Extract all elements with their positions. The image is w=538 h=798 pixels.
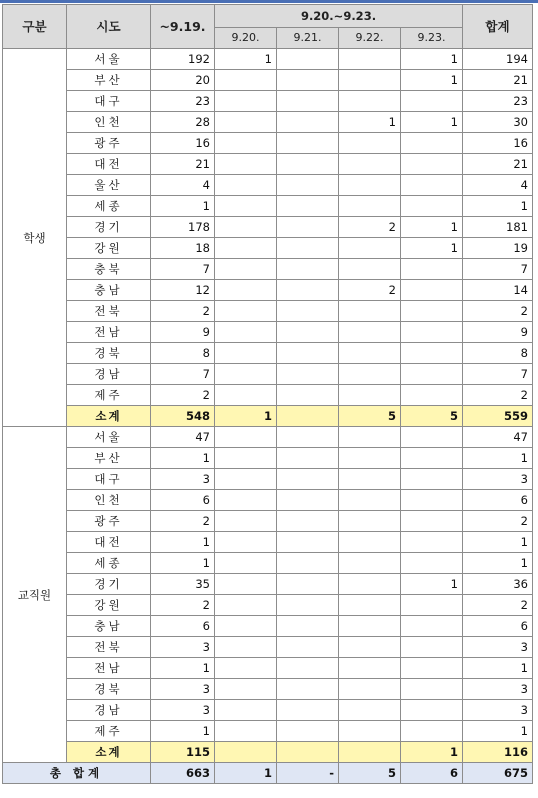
cell-9-23: 1 — [401, 112, 463, 133]
cell-9-20 — [215, 364, 277, 385]
table-row — [3, 637, 533, 658]
cell-total: 1 — [463, 553, 533, 574]
region-name: 서울 — [67, 49, 151, 70]
cell-total: 1 — [463, 658, 533, 679]
cell-9-23 — [401, 511, 463, 532]
header-date-range: 9.20.~9.23. — [215, 5, 463, 28]
cell-9-22 — [339, 700, 401, 721]
cell-total: 2 — [463, 511, 533, 532]
region-name: 인천 — [67, 490, 151, 511]
header-date: 9.23. — [401, 28, 463, 49]
cell-total: 30 — [463, 112, 533, 133]
region-name: 전북 — [67, 301, 151, 322]
cell-9-23: 1 — [401, 238, 463, 259]
cell-before: 28 — [151, 112, 215, 133]
cell-9-23 — [401, 721, 463, 742]
cell-total: 7 — [463, 364, 533, 385]
cell-9-20 — [215, 490, 277, 511]
cell-9-22 — [339, 742, 401, 763]
region-name: 경남 — [67, 364, 151, 385]
cell-9-21 — [277, 742, 339, 763]
table-row — [3, 343, 533, 364]
cell-9-20 — [215, 259, 277, 280]
cell-9-22 — [339, 553, 401, 574]
cell-before: 1 — [151, 532, 215, 553]
cell-9-23 — [401, 385, 463, 406]
cell-9-21 — [277, 133, 339, 154]
region-name: 강원 — [67, 595, 151, 616]
region-name: 대구 — [67, 91, 151, 112]
cell-before: 4 — [151, 175, 215, 196]
cell-total: 2 — [463, 595, 533, 616]
region-name: 세종 — [67, 196, 151, 217]
cell-9-20 — [215, 238, 277, 259]
header-date: 9.21. — [277, 28, 339, 49]
top-accent-line — [0, 0, 538, 3]
header-region: 시도 — [67, 5, 151, 49]
cell-9-21 — [277, 259, 339, 280]
cell-9-21 — [277, 406, 339, 427]
cell-9-23 — [401, 658, 463, 679]
region-name: 충남 — [67, 280, 151, 301]
cell-before: 1 — [151, 448, 215, 469]
cell-9-23 — [401, 91, 463, 112]
cell-9-21 — [277, 364, 339, 385]
cell-total: 1 — [463, 448, 533, 469]
grand-total-label: 총 합계 — [3, 763, 151, 784]
cell-total: 21 — [463, 70, 533, 91]
table-row — [3, 70, 533, 91]
cell-9-21 — [277, 679, 339, 700]
cell-9-22 — [339, 658, 401, 679]
cell-9-23 — [401, 133, 463, 154]
cell-9-21 — [277, 301, 339, 322]
cell-9-22 — [339, 175, 401, 196]
region-name: 광주 — [67, 511, 151, 532]
table-row — [3, 196, 533, 217]
cell-9-23 — [401, 595, 463, 616]
table-row — [3, 175, 533, 196]
group-label: 교직원 — [3, 427, 67, 763]
cell-9-21 — [277, 616, 339, 637]
cell-total: 3 — [463, 469, 533, 490]
cell-9-22 — [339, 343, 401, 364]
cell-total: 21 — [463, 154, 533, 175]
subtotal-row — [3, 742, 533, 763]
cell-total: 9 — [463, 322, 533, 343]
cell-9-22 — [339, 259, 401, 280]
cell-total: 1 — [463, 196, 533, 217]
cell-9-21 — [277, 448, 339, 469]
cell-9-22 — [339, 490, 401, 511]
group-label: 학생 — [3, 49, 67, 427]
cell-9-21 — [277, 532, 339, 553]
cell-before: 2 — [151, 385, 215, 406]
cell-9-22 — [339, 511, 401, 532]
cell-9-20 — [215, 196, 277, 217]
table-row — [3, 532, 533, 553]
cell-total: 8 — [463, 343, 533, 364]
region-name: 경북 — [67, 679, 151, 700]
table-row — [3, 238, 533, 259]
cell-9-22 — [339, 385, 401, 406]
subtotal-label: 소계 — [67, 406, 151, 427]
cell-9-23 — [401, 343, 463, 364]
cell-9-21 — [277, 553, 339, 574]
table-row — [3, 616, 533, 637]
table-row — [3, 448, 533, 469]
cell-9-23 — [401, 637, 463, 658]
cell-9-21 — [277, 217, 339, 238]
region-name: 세종 — [67, 553, 151, 574]
cell-9-21 — [277, 70, 339, 91]
cell-before: 192 — [151, 49, 215, 70]
cell-9-20 — [215, 217, 277, 238]
cell-9-20 — [215, 742, 277, 763]
cell-9-22 — [339, 448, 401, 469]
cell-total: 6 — [463, 490, 533, 511]
cell-9-21 — [277, 490, 339, 511]
cell-total: 2 — [463, 385, 533, 406]
cell-total: 36 — [463, 574, 533, 595]
cell-before: 6 — [151, 490, 215, 511]
cell-before: 2 — [151, 595, 215, 616]
cell-9-21 — [277, 574, 339, 595]
table-row — [3, 259, 533, 280]
cell-before: 21 — [151, 154, 215, 175]
cell-9-20 — [215, 385, 277, 406]
cell-9-20 — [215, 280, 277, 301]
cell-9-22 — [339, 595, 401, 616]
cell-before: 663 — [151, 763, 215, 784]
cell-total: 559 — [463, 406, 533, 427]
cell-before: 7 — [151, 259, 215, 280]
header-category: 구분 — [3, 5, 67, 49]
cell-total: 16 — [463, 133, 533, 154]
cell-9-23 — [401, 301, 463, 322]
cell-9-23: 1 — [401, 49, 463, 70]
cell-9-21 — [277, 112, 339, 133]
cell-9-20 — [215, 175, 277, 196]
cell-9-21 — [277, 343, 339, 364]
cell-before: 115 — [151, 742, 215, 763]
cell-9-22 — [339, 427, 401, 448]
region-name: 대전 — [67, 532, 151, 553]
header-before: ~9.19. — [151, 5, 215, 49]
cell-9-20 — [215, 700, 277, 721]
cell-9-20 — [215, 301, 277, 322]
cell-before: 1 — [151, 553, 215, 574]
cell-9-20 — [215, 679, 277, 700]
cell-9-20 — [215, 637, 277, 658]
header-date: 9.22. — [339, 28, 401, 49]
table-row — [3, 553, 533, 574]
cell-9-23 — [401, 427, 463, 448]
cell-total: 14 — [463, 280, 533, 301]
cell-9-22 — [339, 49, 401, 70]
cell-9-22 — [339, 679, 401, 700]
cell-total: 116 — [463, 742, 533, 763]
cell-9-20: 1 — [215, 49, 277, 70]
cell-9-20: 1 — [215, 406, 277, 427]
table-row — [3, 658, 533, 679]
cell-9-22 — [339, 301, 401, 322]
cell-9-22 — [339, 196, 401, 217]
region-name: 경북 — [67, 343, 151, 364]
cell-9-23 — [401, 532, 463, 553]
region-name: 울산 — [67, 175, 151, 196]
region-name: 전북 — [67, 637, 151, 658]
cell-total: 6 — [463, 616, 533, 637]
cell-9-22 — [339, 154, 401, 175]
cell-9-21 — [277, 322, 339, 343]
cell-9-20 — [215, 133, 277, 154]
cell-total: 2 — [463, 301, 533, 322]
cell-9-23 — [401, 259, 463, 280]
table-body — [3, 49, 533, 784]
cell-9-22 — [339, 322, 401, 343]
cell-9-21 — [277, 238, 339, 259]
cell-9-22 — [339, 574, 401, 595]
table-row — [3, 721, 533, 742]
cell-9-22 — [339, 238, 401, 259]
cell-9-23 — [401, 448, 463, 469]
grand-total-row — [3, 763, 533, 784]
cell-9-21 — [277, 427, 339, 448]
cell-9-20 — [215, 469, 277, 490]
cell-before: 1 — [151, 196, 215, 217]
cell-9-21 — [277, 154, 339, 175]
cell-before: 1 — [151, 721, 215, 742]
cell-before: 3 — [151, 679, 215, 700]
cell-9-20: 1 — [215, 763, 277, 784]
cell-9-22 — [339, 364, 401, 385]
table-row — [3, 154, 533, 175]
cell-9-21 — [277, 511, 339, 532]
cell-9-20 — [215, 322, 277, 343]
cell-total: 1 — [463, 721, 533, 742]
cell-total: 7 — [463, 259, 533, 280]
cell-before: 35 — [151, 574, 215, 595]
region-name: 부산 — [67, 448, 151, 469]
table-row — [3, 679, 533, 700]
cell-9-20 — [215, 511, 277, 532]
cell-before: 3 — [151, 637, 215, 658]
cell-9-23 — [401, 553, 463, 574]
cell-total: 23 — [463, 91, 533, 112]
cell-9-21: - — [277, 763, 339, 784]
cell-9-23 — [401, 196, 463, 217]
cell-9-20 — [215, 721, 277, 742]
cell-total: 47 — [463, 427, 533, 448]
cell-9-23: 1 — [401, 742, 463, 763]
table-row — [3, 280, 533, 301]
table-row — [3, 364, 533, 385]
cell-9-21 — [277, 658, 339, 679]
region-name: 전남 — [67, 658, 151, 679]
cell-9-23 — [401, 364, 463, 385]
cell-total: 181 — [463, 217, 533, 238]
subtotal-label: 소계 — [67, 742, 151, 763]
cell-9-20 — [215, 595, 277, 616]
header-date: 9.20. — [215, 28, 277, 49]
cell-total: 1 — [463, 532, 533, 553]
cell-9-21 — [277, 175, 339, 196]
region-name: 경기 — [67, 574, 151, 595]
cell-9-21 — [277, 595, 339, 616]
table-row — [3, 133, 533, 154]
cell-before: 2 — [151, 511, 215, 532]
region-name: 대구 — [67, 469, 151, 490]
cell-9-21 — [277, 469, 339, 490]
cell-before: 16 — [151, 133, 215, 154]
table-row — [3, 427, 533, 448]
cell-9-22 — [339, 133, 401, 154]
region-name: 부산 — [67, 70, 151, 91]
cell-total: 4 — [463, 175, 533, 196]
cell-before: 1 — [151, 658, 215, 679]
cell-before: 178 — [151, 217, 215, 238]
cell-before: 9 — [151, 322, 215, 343]
cell-9-20 — [215, 343, 277, 364]
region-name: 서울 — [67, 427, 151, 448]
cell-before: 12 — [151, 280, 215, 301]
cell-9-20 — [215, 532, 277, 553]
cell-9-22 — [339, 70, 401, 91]
table-row — [3, 49, 533, 70]
cell-before: 23 — [151, 91, 215, 112]
region-name: 충남 — [67, 616, 151, 637]
cell-9-23: 6 — [401, 763, 463, 784]
header-total: 합계 — [463, 5, 533, 49]
cell-9-20 — [215, 553, 277, 574]
cell-total: 3 — [463, 700, 533, 721]
cell-9-20 — [215, 658, 277, 679]
cell-9-23: 1 — [401, 574, 463, 595]
cell-9-22 — [339, 469, 401, 490]
region-name: 인천 — [67, 112, 151, 133]
table-row — [3, 91, 533, 112]
table-row — [3, 112, 533, 133]
cell-before: 8 — [151, 343, 215, 364]
cell-9-23 — [401, 700, 463, 721]
cell-9-21 — [277, 49, 339, 70]
cell-9-21 — [277, 196, 339, 217]
table-row — [3, 700, 533, 721]
cell-9-20 — [215, 616, 277, 637]
cell-9-22: 2 — [339, 280, 401, 301]
status-table — [2, 4, 533, 784]
subtotal-row — [3, 406, 533, 427]
cell-9-21 — [277, 385, 339, 406]
cell-9-20 — [215, 112, 277, 133]
cell-before: 20 — [151, 70, 215, 91]
cell-9-22 — [339, 637, 401, 658]
cell-before: 7 — [151, 364, 215, 385]
cell-total: 675 — [463, 763, 533, 784]
table-row — [3, 301, 533, 322]
cell-9-23 — [401, 469, 463, 490]
region-name: 강원 — [67, 238, 151, 259]
cell-9-20 — [215, 448, 277, 469]
cell-9-23: 1 — [401, 70, 463, 91]
table-row — [3, 511, 533, 532]
cell-9-22 — [339, 721, 401, 742]
cell-9-23 — [401, 154, 463, 175]
cell-9-22 — [339, 616, 401, 637]
region-name: 제주 — [67, 721, 151, 742]
cell-9-20 — [215, 427, 277, 448]
cell-9-23: 1 — [401, 217, 463, 238]
cell-9-20 — [215, 91, 277, 112]
region-name: 전남 — [67, 322, 151, 343]
cell-total: 3 — [463, 679, 533, 700]
cell-total: 3 — [463, 637, 533, 658]
cell-9-20 — [215, 154, 277, 175]
region-name: 경기 — [67, 217, 151, 238]
cell-9-23 — [401, 175, 463, 196]
cell-9-22 — [339, 91, 401, 112]
cell-9-22: 2 — [339, 217, 401, 238]
table-header — [3, 5, 533, 49]
cell-before: 18 — [151, 238, 215, 259]
cell-9-22 — [339, 532, 401, 553]
cell-9-21 — [277, 700, 339, 721]
cell-9-23: 5 — [401, 406, 463, 427]
cell-9-22: 1 — [339, 112, 401, 133]
cell-9-22: 5 — [339, 763, 401, 784]
cell-9-20 — [215, 70, 277, 91]
table-row — [3, 490, 533, 511]
cell-9-23 — [401, 679, 463, 700]
table-row — [3, 574, 533, 595]
cell-total: 19 — [463, 238, 533, 259]
region-name: 경남 — [67, 700, 151, 721]
cell-before: 6 — [151, 616, 215, 637]
table-row — [3, 595, 533, 616]
cell-9-22: 5 — [339, 406, 401, 427]
cell-9-21 — [277, 280, 339, 301]
cell-9-21 — [277, 91, 339, 112]
region-name: 제주 — [67, 385, 151, 406]
region-name: 광주 — [67, 133, 151, 154]
cell-9-23 — [401, 280, 463, 301]
cell-9-23 — [401, 490, 463, 511]
cell-before: 3 — [151, 469, 215, 490]
table-row — [3, 322, 533, 343]
cell-before: 2 — [151, 301, 215, 322]
region-name: 대전 — [67, 154, 151, 175]
cell-before: 3 — [151, 700, 215, 721]
cell-total: 194 — [463, 49, 533, 70]
cell-9-23 — [401, 322, 463, 343]
cell-9-21 — [277, 637, 339, 658]
region-name: 충북 — [67, 259, 151, 280]
cell-9-23 — [401, 616, 463, 637]
cell-before: 47 — [151, 427, 215, 448]
cell-9-20 — [215, 574, 277, 595]
cell-9-21 — [277, 721, 339, 742]
table-row — [3, 217, 533, 238]
cell-before: 548 — [151, 406, 215, 427]
table-row — [3, 385, 533, 406]
table-row — [3, 469, 533, 490]
